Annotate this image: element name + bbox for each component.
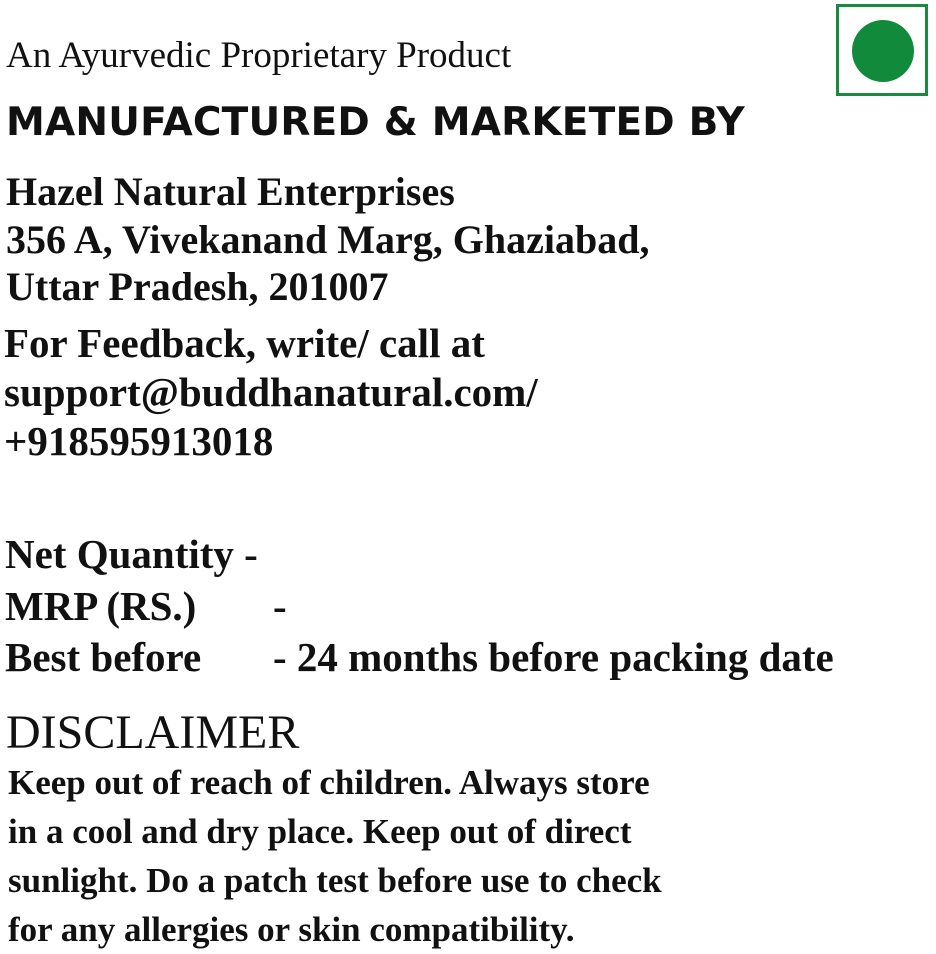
- mrp-row: [5, 582, 287, 630]
- disclaimer-line: sunlight. Do a patch test before use to check: [8, 861, 662, 900]
- net-quantity-label: Net Quantity -: [5, 531, 258, 577]
- best-before-row: [5, 633, 834, 681]
- manufacturer-heading: MANUFACTURED & MARKETED BY: [6, 100, 745, 145]
- disclaimer-line: for any allergies or skin compatibility.: [8, 910, 575, 949]
- mrp-value: -: [273, 583, 287, 629]
- feedback-prompt: For Feedback, write/ call at: [4, 320, 485, 366]
- manufacturer-name: Hazel Natural Enterprises: [6, 169, 455, 214]
- vegetarian-symbol-icon: [836, 4, 928, 96]
- disclaimer-heading: DISCLAIMER: [6, 706, 300, 759]
- support-phone: +918595913018: [4, 418, 274, 464]
- address-line-2: Uttar Pradesh, 201007: [6, 264, 389, 309]
- best-before-label: Best before: [5, 634, 202, 680]
- address-line-1: 356 A, Vivekanand Marg, Ghaziabad,: [6, 217, 650, 262]
- mrp-label: MRP (RS.): [5, 583, 197, 629]
- disclaimer-line: Keep out of reach of children. Always store: [8, 763, 650, 802]
- veg-dot: [852, 20, 914, 82]
- net-quantity-row: [5, 530, 258, 578]
- disclaimer-line: in a cool and dry place. Keep out of direct: [8, 812, 632, 851]
- tagline: An Ayurvedic Proprietary Product: [6, 35, 512, 76]
- best-before-value: - 24 months before packing date: [273, 634, 834, 680]
- support-email: support@buddhanatural.com/: [4, 369, 538, 415]
